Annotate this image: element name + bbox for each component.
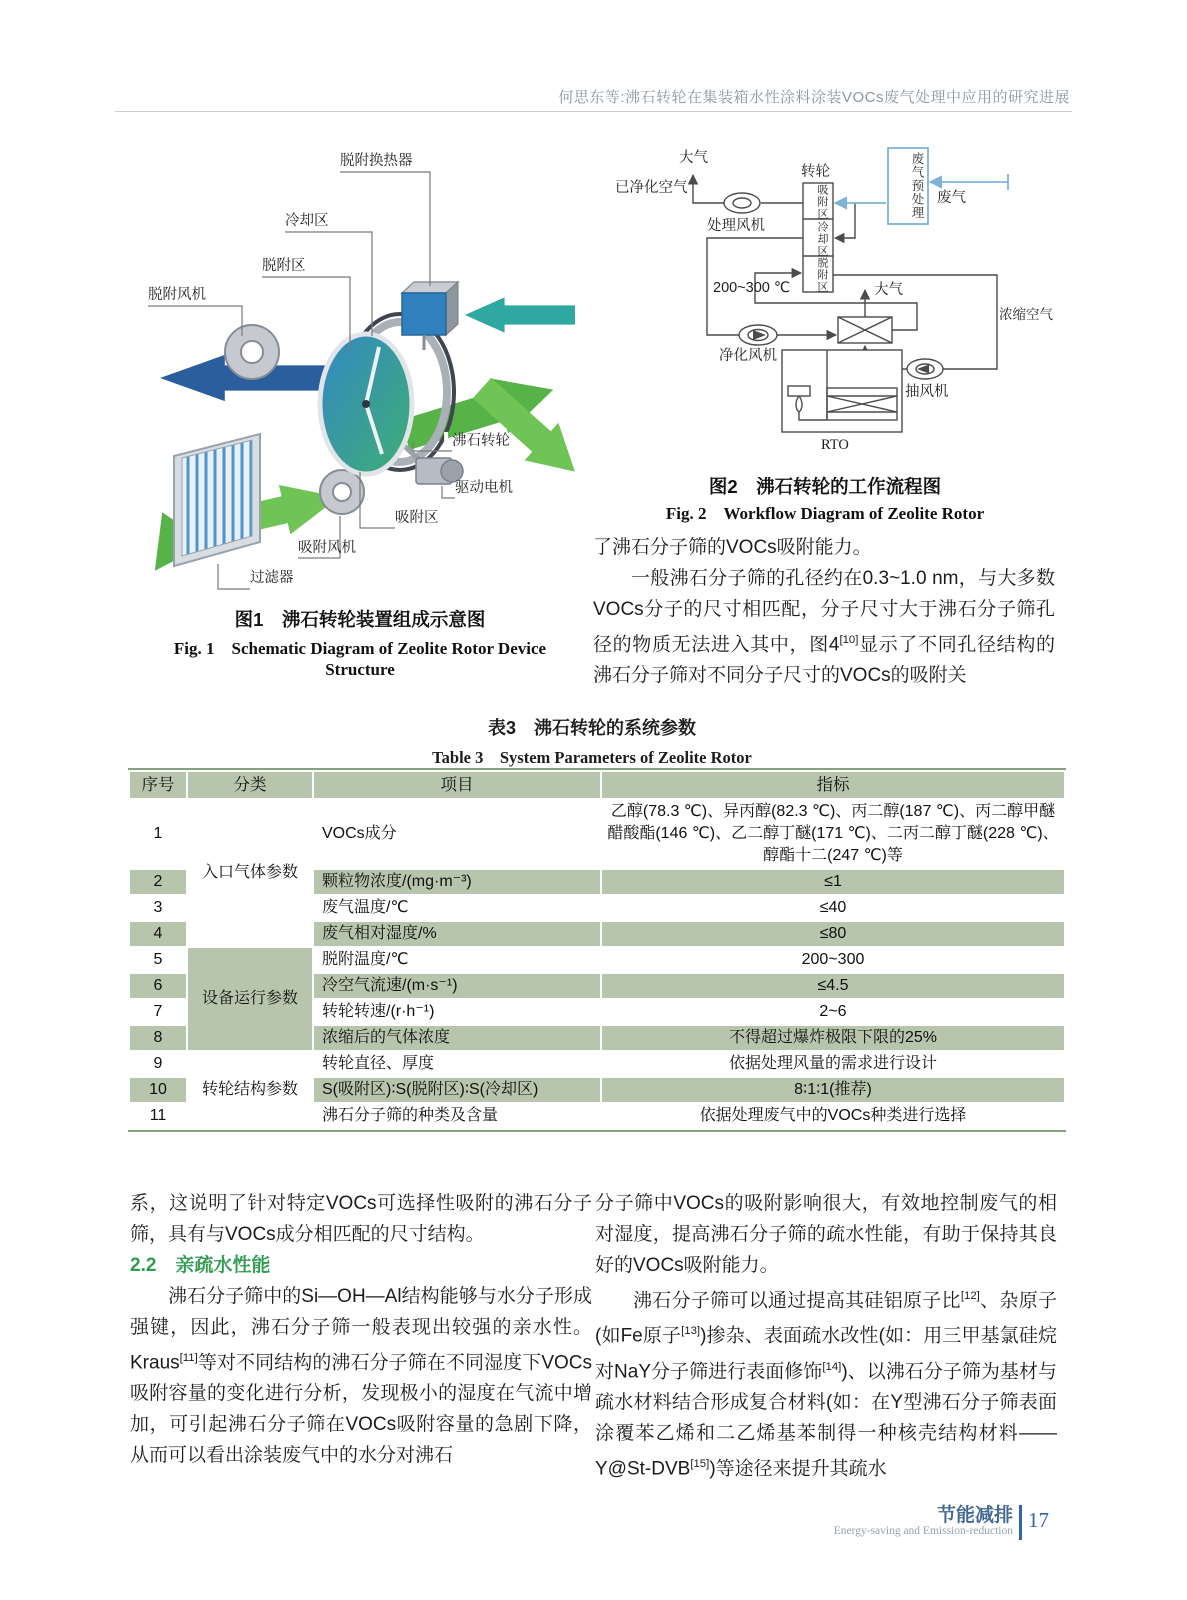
table-cell: ≤40: [819, 899, 847, 916]
fig2-label-purified-air: 已净化空气: [615, 180, 688, 196]
fig2-label-purify-fan: 净化风机: [719, 348, 777, 364]
table-cell: 废气温度/℃: [322, 899, 409, 916]
fig1-label-adsorption-zone: 吸附区: [395, 510, 439, 526]
table-cell: 9: [153, 1055, 163, 1072]
table-cell: 8∶1∶1(推荐): [602, 1078, 1064, 1102]
paragraph: 了沸石分子筛的VOCs吸附能力。: [593, 537, 872, 558]
table-cell: 冷空气流速/(m·s⁻¹): [314, 974, 600, 998]
header-rule: [115, 111, 1072, 112]
fig1-label-desorption-zone: 脱附区: [262, 258, 306, 274]
fig2-label-zone-cooling: 冷却区: [816, 221, 828, 257]
figure-2-caption-cn: 图2 沸石转轮的工作流程图: [708, 476, 942, 497]
table-cell: 3: [153, 899, 163, 916]
desorption-fan-shape: [225, 325, 279, 379]
table-cell: 依据处理风量的需求进行设计: [728, 1055, 937, 1072]
table-cell: ≤1: [602, 870, 1064, 894]
fig2-label-atmosphere-top: 大气: [679, 150, 708, 166]
fig1-label-desorption-fan: 脱附风机: [148, 287, 206, 303]
table-cell: 颗粒物浓度/(mg·m⁻³): [314, 870, 600, 894]
table-row: [130, 948, 1064, 972]
table-cell: 沸石分子筛的种类及含量: [322, 1107, 499, 1124]
table-cell: 7: [153, 1003, 163, 1020]
table-cell: 转轮转速/(r·h⁻¹): [322, 1003, 435, 1020]
left-column-paragraphs-2: [130, 1281, 592, 1471]
table-cell: VOCs成分: [322, 825, 397, 842]
fig1-label-cooling-zone: 冷却区: [285, 213, 329, 229]
table-3-title-cn: 表3 沸石转轮的系统参数: [487, 718, 696, 738]
fig2-label-exhaust-fan: 抽风机: [905, 384, 949, 400]
fig2-label-atmosphere-mid: 大气: [874, 282, 903, 298]
table-cell: 4: [130, 922, 186, 946]
paragraph: 系，这说明了针对特定VOCs可选择性吸附的沸石分子筛，具有与VOCs成分相匹配的尺寸结构。: [130, 1193, 592, 1245]
figure-1-caption-en-1: Fig. 1 Schematic Diagram of Zeolite Rotor Device: [173, 639, 547, 658]
footer-journal-en: Energy-saving and Emission-reduction: [833, 1525, 1013, 1537]
fig2-label-rotor: 转轮: [801, 164, 830, 180]
paragraph: 一般沸石分子筛的孔径约在0.3~1.0 nm，与大多数VOCs分子的尺寸相匹配，分子尺寸大于沸石分子筛孔径的物质无法进入其中，图4[10]显示了不同孔径结构的沸石分子筛对不同分子尺寸的VOCs的吸附关: [593, 568, 1055, 687]
fig1-label-zeolite-rotor: 沸石转轮: [452, 433, 510, 449]
table-cell: 2~6: [819, 1003, 847, 1020]
table-cell: 200~300: [801, 951, 865, 968]
figure-1: [130, 140, 590, 685]
table-header-cell: 指标: [602, 772, 1064, 798]
fig2-label-zone-desorption: 脱附区: [816, 257, 828, 293]
table-category-cell: 设备运行参数: [188, 948, 312, 1050]
table-category-cell: 转轮结构参数: [201, 1081, 298, 1098]
paragraph: 分子筛中VOCs的吸附影响很大，有效地控制废气的相对湿度，提高沸石分子筛的疏水性能，有助于保持其良好的VOCs吸附能力。: [595, 1193, 1057, 1276]
table-category-cell: 入口气体参数: [201, 864, 298, 881]
table-cell: 2: [130, 870, 186, 894]
figure-2: [595, 135, 1055, 525]
table-cell: 10: [130, 1078, 186, 1102]
table-cell: 5: [153, 951, 163, 968]
fig1-label-drive-motor: 驱动电机: [455, 480, 513, 496]
left-column-bottom: [130, 1188, 592, 1471]
fig2-label-temp-range: 200~300 ℃: [713, 280, 791, 296]
paragraph: 沸石分子筛可以通过提高其硅铝原子比[12]、杂原子(如Fe原子[13])掺杂、表面疏水改性(如：用三甲基氯硅烷对NaY分子筛进行表面修饰[14])、以沸石分子筛为基材与疏水材料结合形成复合材料(如：在Y型沸石分子筛表面涂覆苯乙烯和二乙烯基苯制得一种核壳结构材料——Y@St-DVB[15])等途径来提升其疏水: [595, 1290, 1058, 1480]
table-cell: ≤4.5: [602, 974, 1064, 998]
table-row: [130, 800, 1064, 868]
table-cell: 8: [130, 1026, 186, 1050]
table-header-cell: 序号: [130, 772, 186, 798]
adsorption-fan-shape: [320, 470, 364, 514]
fig2-label-treatment-fan: 处理风机: [707, 218, 765, 234]
system-parameters-table: [128, 768, 1066, 1132]
table-cell: 浓缩后的气体浓度: [314, 1026, 600, 1050]
fig1-label-filter: 过滤器: [250, 570, 294, 586]
exchanger-shape: [838, 317, 892, 343]
section-heading-2-2: 2.2 亲疏水性能: [130, 1255, 271, 1276]
figure-1-illustration: [130, 140, 590, 600]
fig1-label-adsorption-fan: 吸附风机: [298, 540, 356, 556]
fig2-label-pretreatment: 废气预处理: [910, 152, 924, 220]
fig2-label-rto: RTO: [821, 437, 849, 453]
table-cell: 转轮直径、厚度: [322, 1055, 435, 1072]
table-3-title: [128, 714, 1056, 768]
table-cell: 依据处理废气中的VOCs种类进行选择: [699, 1107, 967, 1124]
rto-shape: [782, 350, 902, 432]
right-column-bottom: [595, 1188, 1057, 1484]
table-cell: 6: [130, 974, 186, 998]
table-header: [130, 772, 1064, 798]
figure-1-caption-cn: 图1 沸石转轮装置组成示意图: [234, 609, 486, 630]
table-cell: 脱附温度/℃: [322, 951, 409, 968]
table-cell: 11: [149, 1107, 167, 1124]
table-cell: 不得超过爆炸极限下限的25%: [602, 1026, 1064, 1050]
table-cell: 乙醇(78.3 ℃)、异丙醇(82.3 ℃)、丙二醇(187 ℃)、丙二醇甲醚醋酸酯(146 ℃)、乙二醇丁醚(171 ℃)、二丙二醇丁醚(228 ℃)、醇酯十二(247 ℃)等: [607, 803, 1059, 864]
right-column-top: [593, 532, 1055, 691]
left-column-paragraphs-1: [130, 1188, 592, 1250]
table-header-cell: 分类: [188, 772, 312, 798]
fig1-label-heat-exchanger: 脱附换热器: [340, 153, 413, 169]
running-header-title: 何思东等:沸石转轮在集装箱水性涂料涂装VOCs废气处理中应用的研究进展: [558, 89, 1070, 106]
filter-panel: [174, 434, 260, 566]
table-cell: S(吸附区)∶S(脱附区)∶S(冷却区): [314, 1078, 600, 1102]
table-cell: 1: [153, 825, 163, 842]
fig2-label-concentrated-air: 浓缩空气: [999, 307, 1053, 322]
table-cell: ≤80: [602, 922, 1064, 946]
fig2-label-zone-adsorption: 吸附区: [816, 184, 828, 220]
table-header-cell: 项目: [314, 772, 600, 798]
page-number: 17: [1028, 1508, 1049, 1532]
table-3-title-en: Table 3 System Parameters of Zeolite Rotor: [432, 748, 752, 767]
footer-journal-cn: 节能减排: [936, 1505, 1013, 1526]
fig2-label-waste-gas: 废气: [937, 190, 966, 206]
table-cell: 废气相对湿度/%: [314, 922, 600, 946]
paragraph: 沸石分子筛中的Si—OH—Al结构能够与水分子形成强键，因此，沸石分子筛一般表现出较强的亲水性。Kraus[11]等对不同结构的沸石分子筛在不同湿度下VOCs吸附容量的变化进行分析，发现极小的湿度在气流中增加，可引起沸石分子筛在VOCs吸附容量的急剧下降，从而可以看出涂装废气中的水分对沸石: [130, 1286, 592, 1467]
footer-divider-bar: [1019, 1505, 1022, 1540]
table-row: [130, 1052, 1064, 1076]
teal-flow-arrow: [465, 297, 575, 332]
figure-1-caption-en-2: Structure: [325, 660, 395, 679]
table-body: [130, 800, 1064, 1128]
figure-2-caption-en: Fig. 2 Workflow Diagram of Zeolite Rotor: [665, 504, 985, 523]
